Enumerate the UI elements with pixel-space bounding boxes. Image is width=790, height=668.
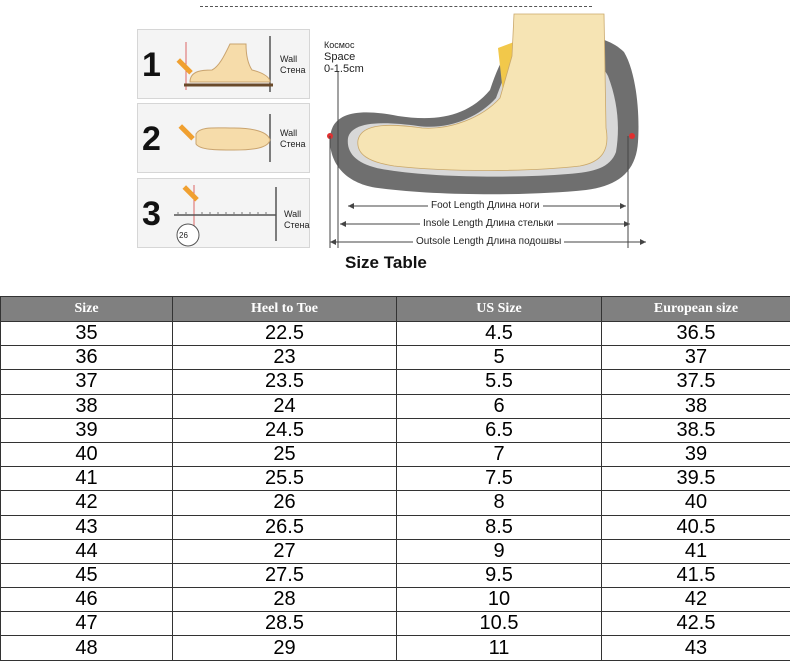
top-dashed-divider bbox=[200, 6, 592, 7]
cell-european-size: 37.5 bbox=[602, 370, 790, 394]
step-3-wall-ru: Стена bbox=[284, 220, 310, 230]
cell-size: 37 bbox=[1, 370, 173, 394]
table-header-row bbox=[1, 297, 790, 322]
cell-european-size: 42.5 bbox=[602, 612, 790, 636]
space-value-label: 0-1.5cm bbox=[324, 63, 364, 75]
cell-heel-to-toe: 28 bbox=[173, 588, 397, 612]
cell-us-size: 8.5 bbox=[397, 515, 602, 539]
cell-us-size: 10 bbox=[397, 588, 602, 612]
table-row bbox=[1, 370, 790, 394]
step-3-wall-en: Wall bbox=[284, 209, 302, 219]
outsole-length-label: Outsole Length Длина подошвы bbox=[413, 236, 564, 247]
cell-heel-to-toe: 29 bbox=[173, 636, 397, 660]
cell-us-size: 6 bbox=[397, 394, 602, 418]
table-row bbox=[1, 442, 790, 466]
cell-heel-to-toe: 27.5 bbox=[173, 563, 397, 587]
cell-heel-to-toe: 24 bbox=[173, 394, 397, 418]
cell-us-size: 4.5 bbox=[397, 322, 602, 346]
table-row bbox=[1, 539, 790, 563]
step-1-panel bbox=[137, 29, 310, 99]
cell-us-size: 11 bbox=[397, 636, 602, 660]
step-3-number: 3 bbox=[142, 195, 161, 233]
cell-european-size: 38.5 bbox=[602, 418, 790, 442]
table-row bbox=[1, 418, 790, 442]
cell-heel-to-toe: 28.5 bbox=[173, 612, 397, 636]
cell-heel-to-toe: 26.5 bbox=[173, 515, 397, 539]
cell-size: 40 bbox=[1, 442, 173, 466]
cell-european-size: 39 bbox=[602, 442, 790, 466]
cell-european-size: 40.5 bbox=[602, 515, 790, 539]
cell-us-size: 9.5 bbox=[397, 563, 602, 587]
header-heel-to-toe: Heel to Toe bbox=[173, 297, 397, 322]
cell-us-size: 5.5 bbox=[397, 370, 602, 394]
cell-european-size: 39.5 bbox=[602, 467, 790, 491]
table-row bbox=[1, 467, 790, 491]
cell-european-size: 38 bbox=[602, 394, 790, 418]
cell-size: 44 bbox=[1, 539, 173, 563]
table-row bbox=[1, 563, 790, 587]
cell-european-size: 42 bbox=[602, 588, 790, 612]
step-3-panel bbox=[137, 178, 310, 248]
step-1-wall-en: Wall bbox=[280, 54, 298, 64]
table-row bbox=[1, 346, 790, 370]
step-2-wall-en: Wall bbox=[280, 128, 298, 138]
space-en-label: Space bbox=[324, 51, 356, 63]
cell-size: 41 bbox=[1, 467, 173, 491]
table-row bbox=[1, 491, 790, 515]
step-1-wall-ru: Стена bbox=[280, 65, 306, 75]
cell-european-size: 40 bbox=[602, 491, 790, 515]
cell-size: 48 bbox=[1, 636, 173, 660]
cell-size: 36 bbox=[1, 346, 173, 370]
cell-size: 39 bbox=[1, 418, 173, 442]
cell-us-size: 6.5 bbox=[397, 418, 602, 442]
cell-size: 38 bbox=[1, 394, 173, 418]
size-table bbox=[0, 296, 790, 661]
size-guide-illustration bbox=[0, 0, 790, 293]
ruler-value-label: 26 bbox=[179, 231, 188, 240]
table-row bbox=[1, 612, 790, 636]
table-row bbox=[1, 636, 790, 660]
table-row bbox=[1, 394, 790, 418]
cell-us-size: 9 bbox=[397, 539, 602, 563]
cell-us-size: 5 bbox=[397, 346, 602, 370]
header-us-size: US Size bbox=[397, 297, 602, 322]
cell-size: 35 bbox=[1, 322, 173, 346]
cell-european-size: 37 bbox=[602, 346, 790, 370]
step-2-wall-ru: Стена bbox=[280, 139, 306, 149]
space-annotation bbox=[324, 39, 364, 75]
cell-heel-to-toe: 23 bbox=[173, 346, 397, 370]
cell-european-size: 41.5 bbox=[602, 563, 790, 587]
cell-us-size: 10.5 bbox=[397, 612, 602, 636]
insole-length-label: Insole Length Длина стельки bbox=[420, 218, 557, 229]
cell-european-size: 36.5 bbox=[602, 322, 790, 346]
space-ru-label: Космос bbox=[324, 40, 355, 50]
table-row bbox=[1, 322, 790, 346]
cell-size: 45 bbox=[1, 563, 173, 587]
size-table-title: Size Table bbox=[345, 253, 427, 272]
table-row bbox=[1, 588, 790, 612]
cell-heel-to-toe: 25.5 bbox=[173, 467, 397, 491]
cell-size: 42 bbox=[1, 491, 173, 515]
step-2-number: 2 bbox=[142, 120, 161, 158]
cell-us-size: 7.5 bbox=[397, 467, 602, 491]
cell-size: 46 bbox=[1, 588, 173, 612]
cell-heel-to-toe: 27 bbox=[173, 539, 397, 563]
cell-size: 43 bbox=[1, 515, 173, 539]
cell-european-size: 43 bbox=[602, 636, 790, 660]
cell-heel-to-toe: 23.5 bbox=[173, 370, 397, 394]
header-size: Size bbox=[1, 297, 173, 322]
step-1-number: 1 bbox=[142, 46, 161, 84]
cell-european-size: 41 bbox=[602, 539, 790, 563]
shoe-cross-section-diagram bbox=[318, 12, 658, 252]
step-2-panel bbox=[137, 103, 310, 173]
foot-length-label: Foot Length Длина ноги bbox=[428, 200, 543, 211]
cell-us-size: 8 bbox=[397, 491, 602, 515]
cell-size: 47 bbox=[1, 612, 173, 636]
cell-heel-to-toe: 26 bbox=[173, 491, 397, 515]
cell-us-size: 7 bbox=[397, 442, 602, 466]
table-row bbox=[1, 515, 790, 539]
cell-heel-to-toe: 22.5 bbox=[173, 322, 397, 346]
cell-heel-to-toe: 25 bbox=[173, 442, 397, 466]
cell-heel-to-toe: 24.5 bbox=[173, 418, 397, 442]
header-european-size: European size bbox=[602, 297, 790, 322]
